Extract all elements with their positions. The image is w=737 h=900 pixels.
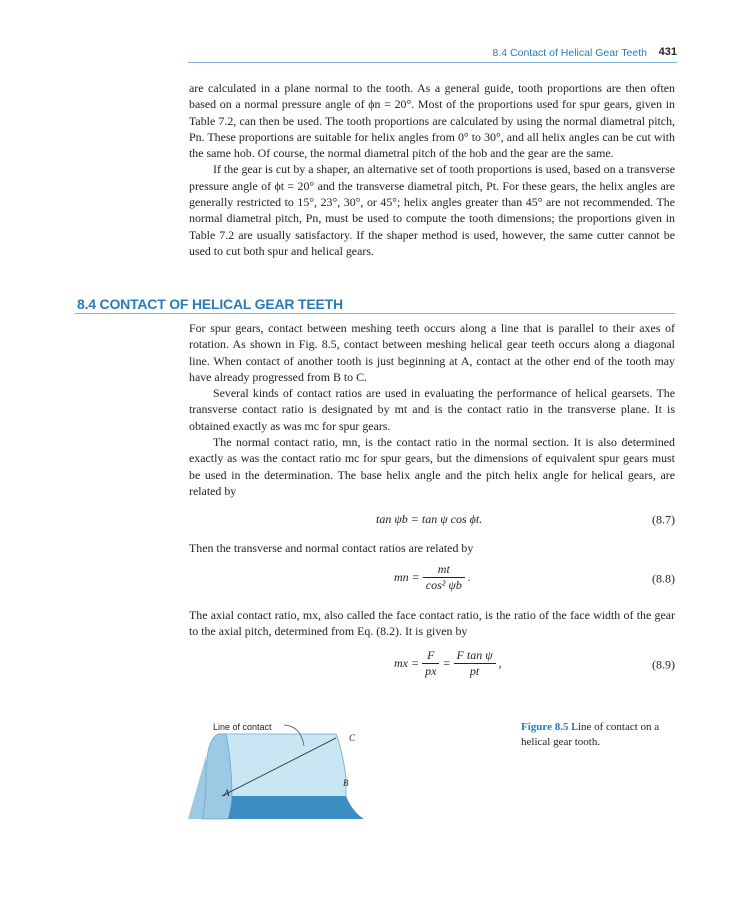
equation-number: (8.9) xyxy=(652,657,675,672)
text-line xyxy=(189,540,675,556)
top-text-block xyxy=(189,80,675,259)
fraction xyxy=(422,648,439,679)
header-section-title: 8.4 Contact of Helical Gear Teeth xyxy=(492,47,647,59)
point-b-label: B xyxy=(343,778,349,788)
caption-text: Line of contact on a helical gear tooth. xyxy=(521,721,660,748)
equation-trail: , xyxy=(498,656,502,670)
denominator: pt xyxy=(469,664,480,678)
section-text-block xyxy=(189,320,675,499)
equals-sign: = xyxy=(442,656,451,670)
denominator: cos² ψb xyxy=(425,578,462,592)
equation-8-8 xyxy=(189,562,675,596)
section-rule xyxy=(75,313,675,314)
paragraph: Then the transverse and normal contact ratios are related by xyxy=(189,541,474,555)
equation-number: (8.7) xyxy=(652,512,675,527)
equation-number: (8.8) xyxy=(652,571,675,586)
text-block xyxy=(189,607,675,640)
denominator: px xyxy=(425,664,437,678)
paragraph: The axial contact ratio, mx, also called the face contact ratio, is the ratio of the face width of the gear to the axial pitch, determined from Eq. (8.2). It is given by xyxy=(189,608,675,639)
numerator: mt xyxy=(423,562,465,578)
tooth-root xyxy=(228,796,364,819)
paragraph: For spur gears, contact between meshing teeth occurs along a line that is parallel to their axes of rotation. As shown in Fig. 8.5, contact between meshing helical gear teeth occurs along a diagonal line. When contact of another tooth is just beginning at A, contact at the other end of the tooth may have already progressed from B to C. xyxy=(189,321,675,384)
paragraph: If the gear is cut by a shaper, an alternative set of tooth proportions is used, based on a transverse pressure angle of ϕt = 20° and the transverse diametral pitch, Pt. For these gears, the helix angles are generally restricted to 15°, 23°, 30°, or 45°; helix angles greater than 45° are not recommended. The normal diametral pitch, Pn, must be used to compute the tooth dimensions; the proportions given in Table 7.2 are usually satisfactory. If the shaper method is used, however, the same cutter cannot be used to cut both spur and helical gears. xyxy=(189,162,675,258)
header-rule xyxy=(188,62,677,63)
figure-label: Figure 8.5 xyxy=(521,721,569,733)
equation-8-9 xyxy=(189,648,675,682)
running-header xyxy=(0,38,737,66)
helical-gear-tooth-figure xyxy=(186,716,366,826)
paragraph: are calculated in a plane normal to the tooth. As a general guide, tooth proportions are then often based on a normal pressure angle of ϕn = 20°. Most of the proportions used for spur gears, given in Table 7.2, can then be used. The tooth proportions are calculated by using the normal diametral pitch, Pn. These proportions are suitable for helix angles from 0° to 30°, and all helix angles can be cut with the same hob. Of course, the normal diametral pitch of the hob and the gear are the same. xyxy=(189,81,675,161)
tooth-flank xyxy=(202,734,232,819)
equation-lhs: mx = xyxy=(394,656,420,670)
numerator: F xyxy=(422,648,439,664)
point-a-label: A xyxy=(224,788,230,798)
tooth-fillet-left xyxy=(188,756,206,819)
equation-expression: tan ψb = tan ψ cos ϕt. xyxy=(376,512,483,526)
paragraph: The normal contact ratio, mn, is the contact ratio in the normal section. It is also determined exactly as was the contact ratio mc for spur gears, but the dimensions of equivalent spur gears must be used in the determination. The base helix angle and the pitch helix angle for helical gears, are related by xyxy=(189,435,675,498)
line-of-contact-label: Line of contact xyxy=(213,722,272,732)
page-number: 431 xyxy=(658,46,677,58)
numerator: F tan ψ xyxy=(454,648,496,664)
paragraph: Several kinds of contact ratios are used in evaluating the performance of helical gearsets. The transverse contact ratio is designated by mt and is the contact ratio in the transverse plane. It is obtained exactly as was mc for spur gears. xyxy=(189,386,675,433)
fraction xyxy=(423,562,465,593)
equation-8-7 xyxy=(189,505,675,535)
equation-trail: . xyxy=(467,570,471,584)
point-c-label: C xyxy=(349,733,356,743)
section-heading: 8.4 CONTACT OF HELICAL GEAR TEETH xyxy=(77,296,343,312)
fraction xyxy=(454,648,496,679)
figure-caption xyxy=(521,720,676,750)
equation-lhs: mn = xyxy=(394,570,420,584)
